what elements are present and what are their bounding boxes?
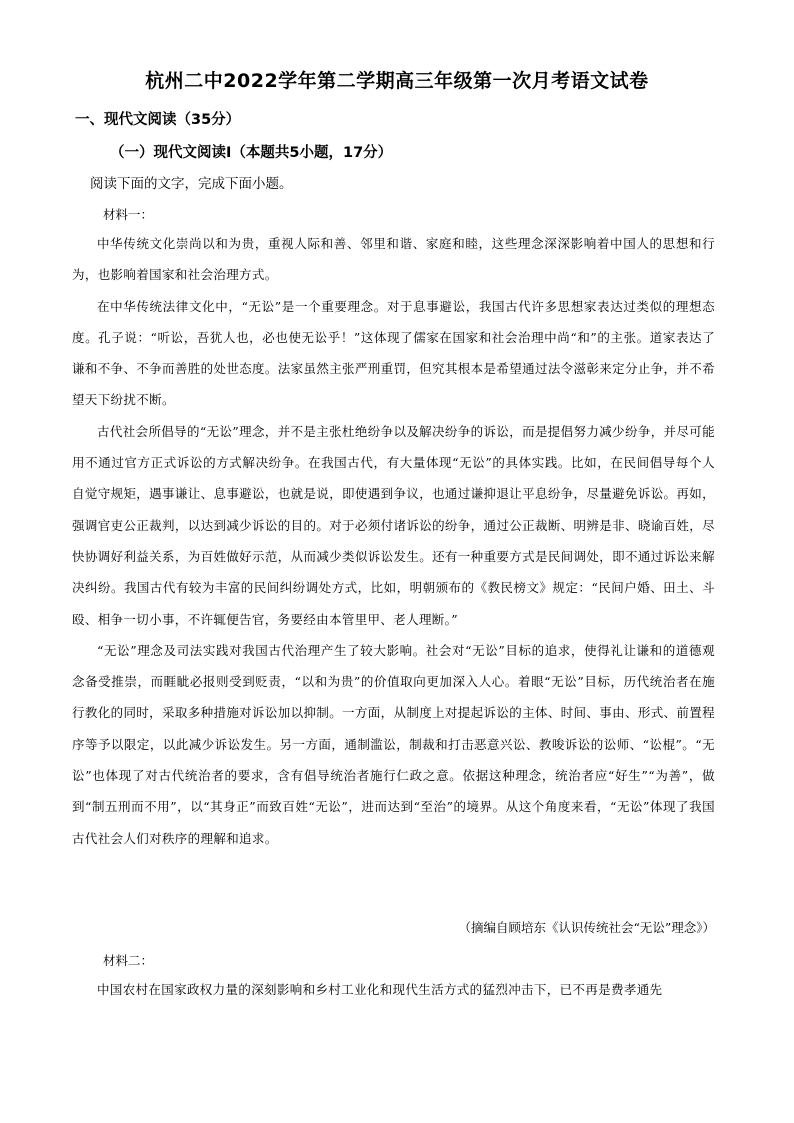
material-one-label: 材料一： (103, 207, 154, 222)
material-one-paragraph: 古代社会所倡导的“无讼”理念，并不是主张杜绝纷争以及解决纷争的诉讼，而是提倡努力减少纷争，并尽可能用不通过官方正式诉讼的方式解决纷争。在我国古代，有大量体现“无讼”的具体实践。比如，在民间倡导每个人自觉守规矩，遇事谦让、息事避讼，也就是说，即使遇到争议，也通过谦抑退让平息纷争，尽量避免诉讼。再如，强调官吏公正裁判，以达到减少诉讼的目的。对于必须付诸诉讼的纷争，通过公正裁断、明辨是非、晓谕百姓，尽快协调好利益关系，为百姓做好示范，从而减少类似诉讼发生。还有一种重要方式是民间调处，即不通过诉讼来解决纠纷。我国古代有较为丰富的民间纠纷调处方式，比如，明朝颁布的《教民榜文》规定：“民间户婚、田土、斗殴、相争一切小事，不许辄便告官，务要经由本管里甲、老人理断。” (72, 423, 715, 627)
page-title: 杭州二中2022学年第二学期高三年级第一次月考语文试卷 (145, 70, 649, 92)
material-two-body (72, 974, 715, 1005)
material-one-paragraph: 在中华传统法律文化中，“无讼”是一个重要理念。对于息事避讼，我国古代许多思想家表达过类似的理想态度。孔子说：“听讼，吾犹人也，必也使无讼乎！”这体现了儒家在国家和社会治理中尚“和”的主张。道家表达了谦和不争、不争而善胜的处世态度。法家虽然主张严刑重罚，但究其根本是希望通过法令滋彰来定分止争，并不希望天下纷扰不断。 (72, 298, 715, 408)
material-two-label: 材料二： (103, 953, 154, 968)
source-citation: （摘编自顾培东《认识传统社会“无讼”理念》） (458, 920, 715, 935)
reading-instruction: 阅读下面的文字，完成下面小题。 (90, 176, 293, 192)
material-one-paragraph: 中华传统文化崇尚以和为贵，重视人际和善、邻里和谐、家庭和睦，这些理念深深影响着中国人的思想和行为，也影响着国家和社会治理方式。 (72, 236, 715, 283)
subsection-heading: （一）现代文阅读Ⅰ（本题共5小题，17分） (110, 145, 393, 161)
material-two-paragraph: 中国农村在国家政权力量的深刻影响和乡村工业化和现代生活方式的猛烈冲击下，已不再是费孝通先 (97, 982, 663, 997)
material-one-paragraph: “无讼”理念及司法实践对我国古代治理产生了较大影响。社会对“无讼”目标的追求，使得礼让谦和的道德观念备受推崇，而睚眦必报则受到贬责，“以和为贵”的价值取向更加深入人心。着眼“无讼”目标，历代统治者在施行教化的同时，采取多种措施对诉讼加以抑制。一方面，从制度上对提起诉讼的主体、时间、事由、形式、前置程序等予以限定，以此减少诉讼发生。另一方面，通制滥讼，制裁和打击恶意兴讼、教唆诉讼的讼师、“讼棍”。“无讼”也体现了对古代统治者的要求，含有倡导统治者施行仁政之意。依据这种理念，统治者应“好生”“为善”，做到“制五刑而不用”，以“其身正”而致百姓“无讼”，进而达到“至治”的境界。从这个角度来看，“无讼”体现了我国古代社会人们对秩序的理解和追求。 (72, 642, 715, 846)
section-heading: 一、现代文阅读（35分） (75, 112, 241, 128)
material-one-body (72, 228, 715, 854)
